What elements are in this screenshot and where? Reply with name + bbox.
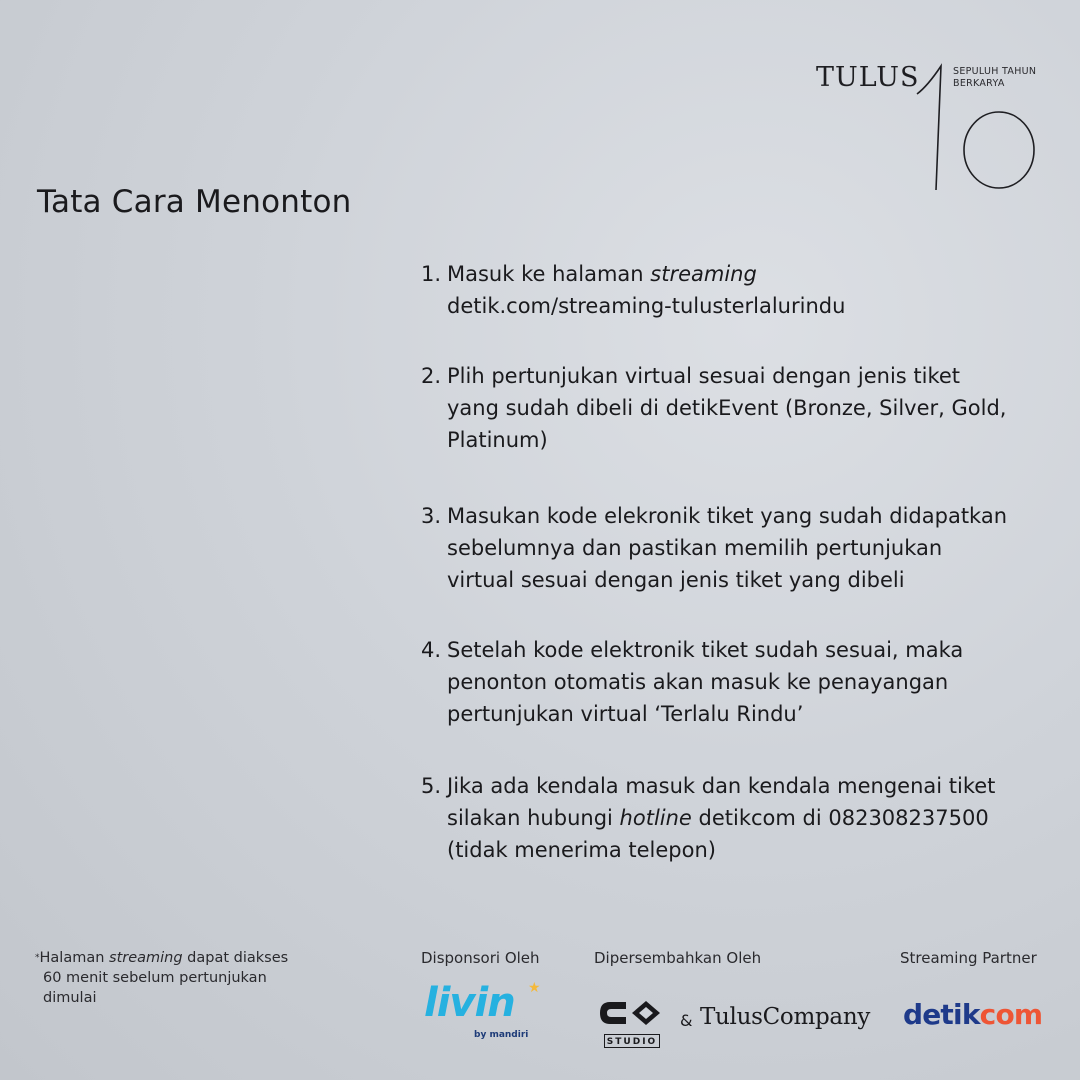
logo-subtitle-line-2: BERKARYA	[953, 78, 1005, 89]
step-line: Platinum)	[447, 428, 548, 452]
step-line: Plih pertunjukan virtual sesuai dengan jenis tiket	[447, 364, 961, 388]
footnote-asterisk: *	[35, 953, 40, 963]
step-line: sebelumnya dan pastikan memilih pertunjukan	[447, 536, 943, 560]
step-line	[447, 802, 1061, 834]
detikcom-part-detik: detik	[903, 998, 980, 1031]
step-number: 4.	[421, 638, 442, 662]
step-line: (tidak menerima telepon)	[447, 838, 716, 862]
step-text: Masuk ke halaman	[447, 262, 651, 286]
partner-label: Streaming Partner	[900, 949, 1037, 967]
step-item-4	[421, 634, 1061, 730]
footnote-line: 60 menit sebelum pertunjukan	[43, 970, 267, 986]
studio-c-shape	[600, 1002, 626, 1024]
footnote-text: dapat diakses	[182, 950, 289, 966]
step-number: 3.	[421, 504, 442, 528]
step-line: virtual sesuai dengan jenis tiket yang dibeli	[447, 568, 905, 592]
studio-wordmark: STUDIO	[604, 1034, 660, 1048]
detikcom-logo	[903, 998, 1042, 1031]
studio-logo	[596, 996, 668, 1050]
step-number: 5.	[421, 774, 442, 798]
step-item-5	[421, 770, 1061, 866]
star-icon: ★	[528, 980, 541, 996]
logo-ten-mark	[915, 62, 1040, 194]
step-number: 2.	[421, 364, 442, 388]
footnote-text: Halaman	[39, 950, 110, 966]
presenter-label: Dipersembahkan Oleh	[594, 949, 762, 967]
sponsor-label: Disponsori Oleh	[421, 949, 540, 967]
studio-mark-icon	[596, 996, 668, 1034]
streaming-url: detik.com/streaming-tulusterlalurindu	[447, 294, 846, 318]
livin-wordmark: livin	[424, 980, 515, 1026]
by-mandiri-text: by mandiri	[474, 1030, 529, 1040]
step-line: penonton otomatis akan masuk ke penayangan	[447, 670, 949, 694]
detikcom-part-com: com	[979, 998, 1043, 1031]
step-item-2	[421, 360, 1061, 456]
hotline-number: detikcom di 082308237500	[691, 806, 989, 830]
step-line	[447, 258, 1061, 290]
step-item-3	[421, 500, 1061, 596]
step-line: pertunjukan virtual ‘Terlalu Rindu’	[447, 702, 804, 726]
logo-ten-zero	[964, 112, 1034, 188]
ampersand: &	[680, 1011, 693, 1030]
steps-list	[421, 258, 1061, 866]
step-number: 1.	[421, 262, 442, 286]
step-line: Jika ada kendala masuk dan kendala mengenai tiket	[447, 774, 996, 798]
page-title: Tata Cara Menonton	[37, 183, 352, 220]
footnote-line: dimulai	[43, 990, 97, 1006]
footnote	[35, 948, 288, 1008]
step-emphasis: hotline	[619, 806, 692, 830]
footnote-emphasis: streaming	[109, 950, 183, 966]
step-text: silakan hubungi	[447, 806, 620, 830]
logo-tulus-text: TULUS	[816, 62, 920, 93]
tulus-company-logo: TulusCompany	[700, 1004, 871, 1030]
step-line: yang sudah dibeli di detikEvent (Bronze, Silver, Gold,	[447, 396, 1007, 420]
logo-subtitle-line-1: SEPULUH TAHUN	[953, 66, 1037, 77]
step-line: Setelah kode elektronik tiket sudah sesuai, maka	[447, 638, 964, 662]
livin-by-mandiri-logo	[424, 980, 541, 1040]
step-line: Masukan kode elekronik tiket yang sudah didapatkan	[447, 504, 1008, 528]
logo-ten-one	[917, 66, 941, 190]
step-item-1	[421, 258, 1061, 322]
step-emphasis: streaming	[650, 262, 757, 286]
